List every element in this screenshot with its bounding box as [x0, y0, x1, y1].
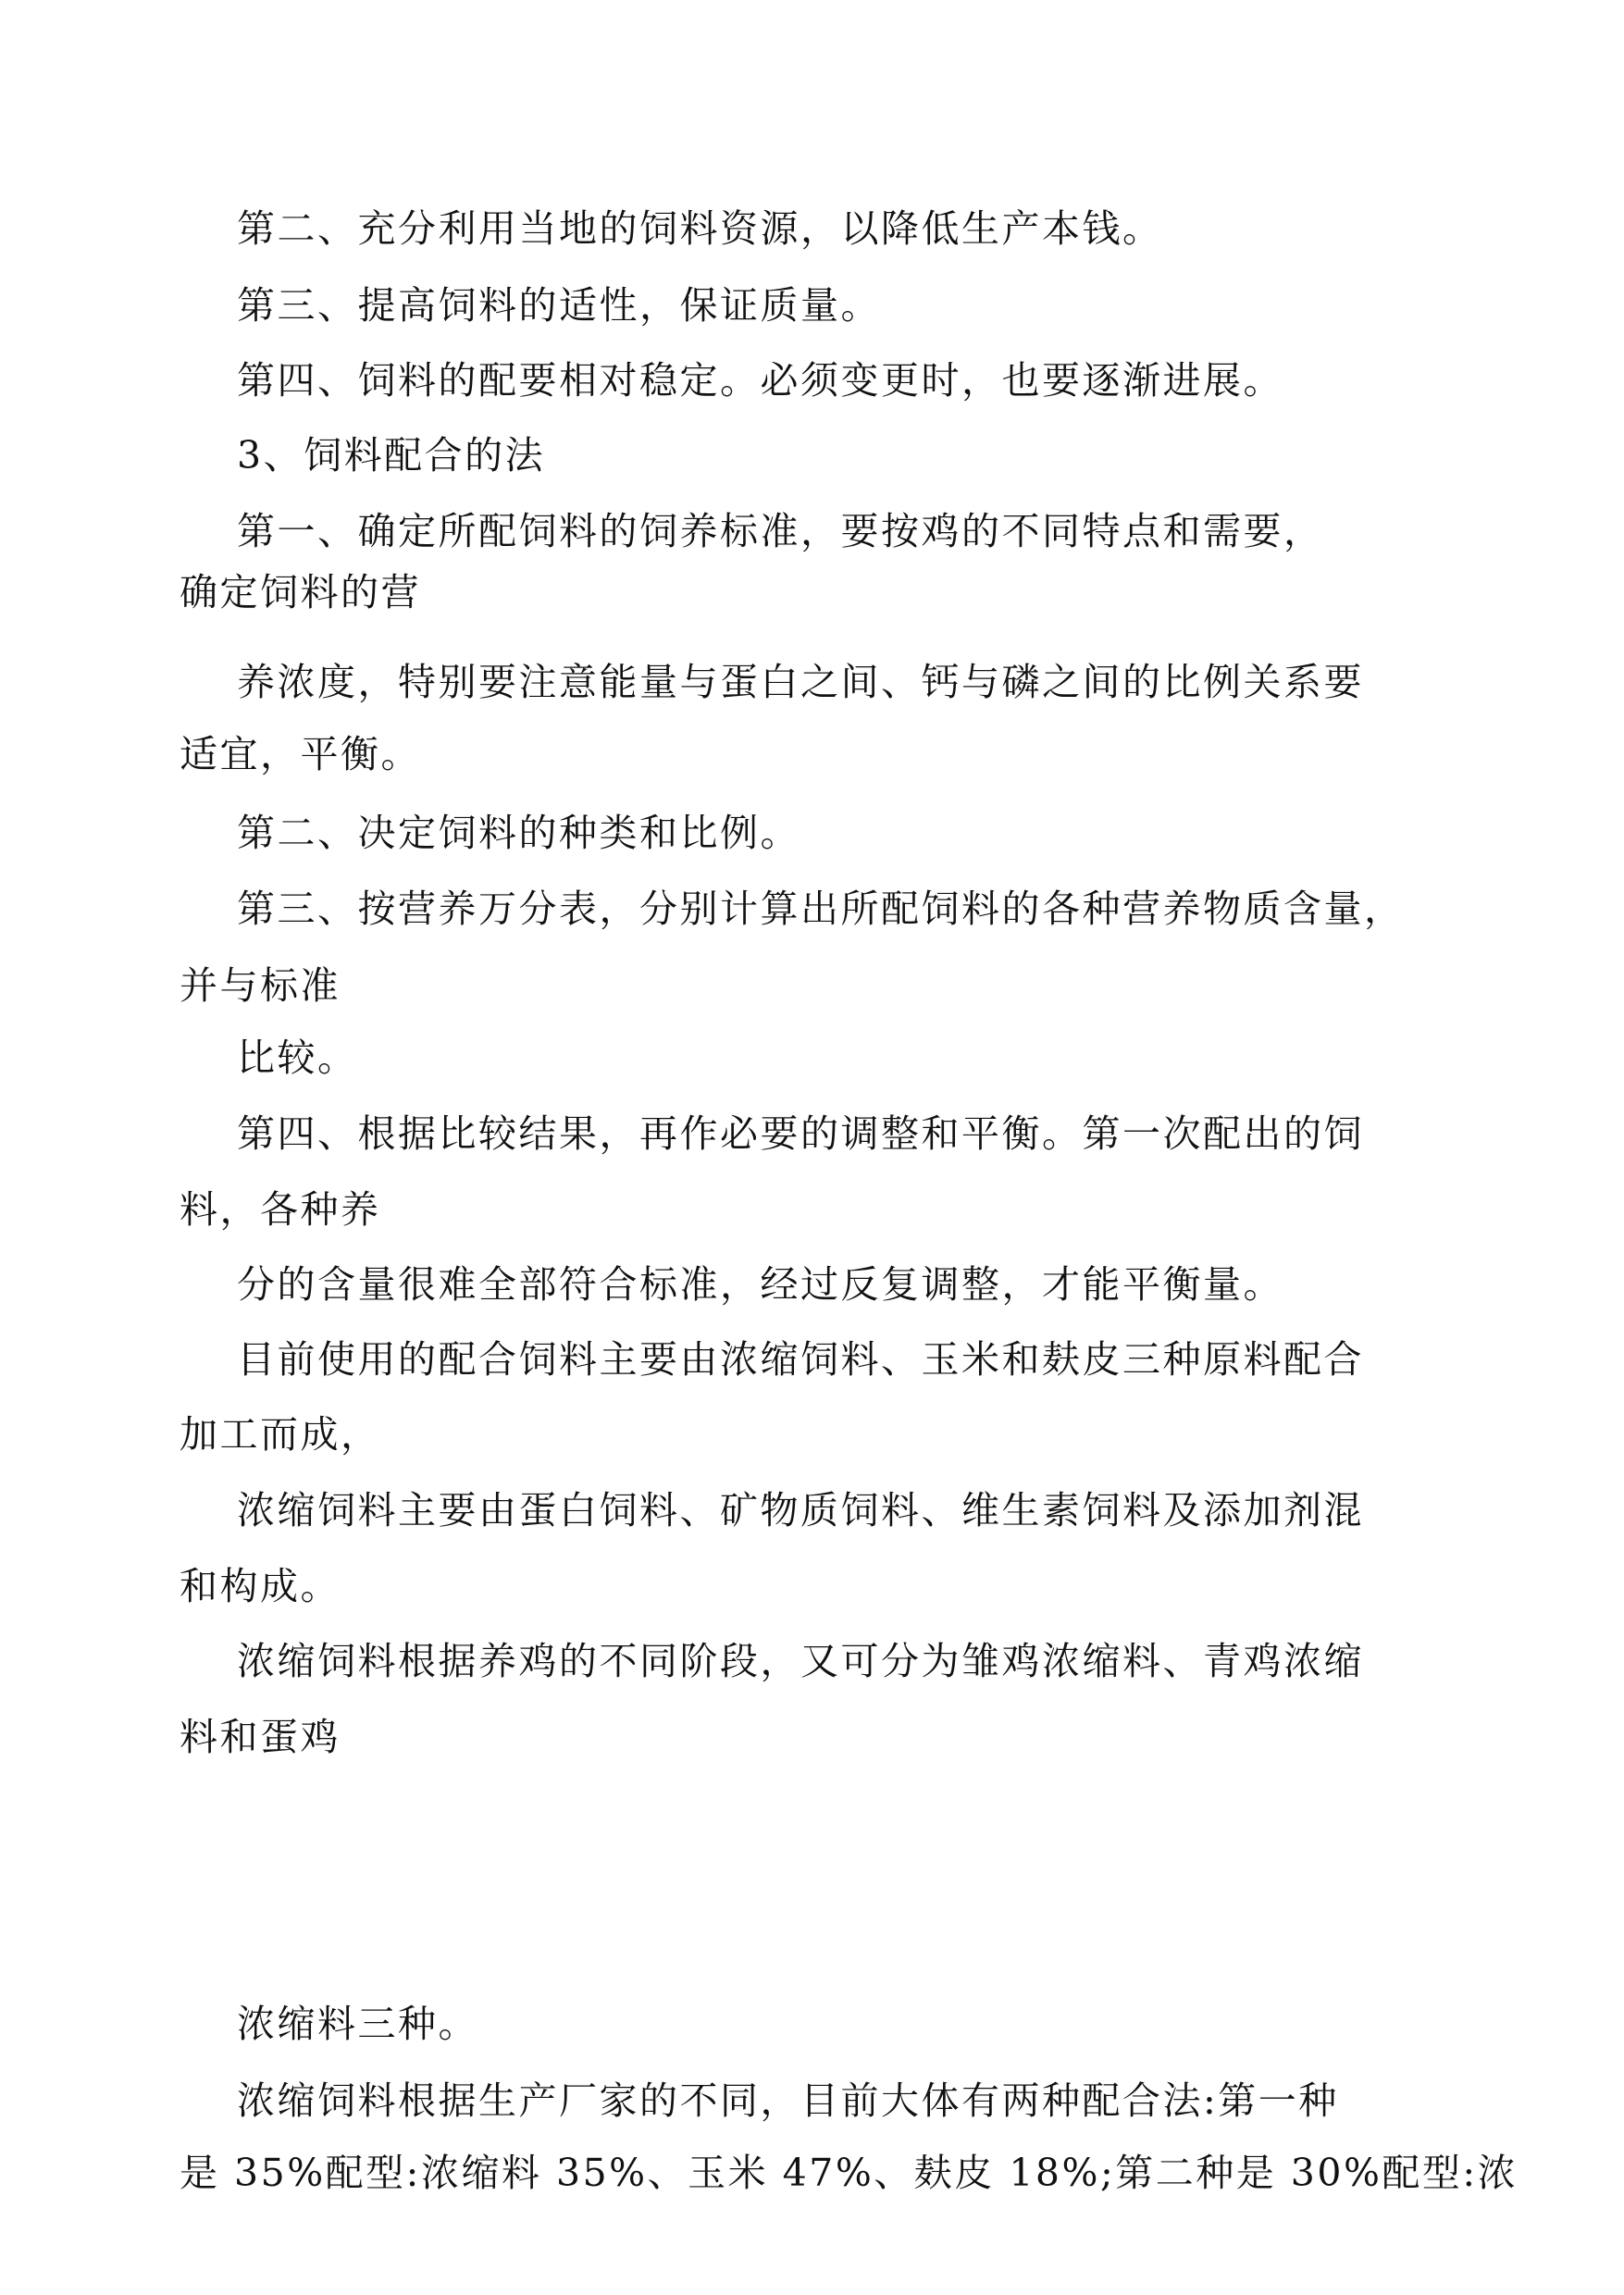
paragraph-line: 浓缩饲料根据养鸡的不同阶段，又可分为雏鸡浓缩料、青鸡浓缩 — [237, 1639, 1364, 1683]
paragraph-line: 和构成。 — [180, 1564, 341, 1608]
paragraph-line: 料和蛋鸡 — [180, 1715, 341, 1759]
paragraph-line: 目前使用的配合饲料主要由浓缩饲料、玉米和麸皮三种原料配合 — [237, 1337, 1364, 1382]
paragraph-line: 确定饲料的营 — [180, 570, 421, 614]
paragraph-line: 养浓度，特别要注意能量与蛋白之间、钙与磷之间的比例关系要 — [237, 660, 1364, 704]
paragraph-line: 浓缩料三种。 — [237, 2002, 478, 2046]
paragraph-line: 浓缩饲料根据生产厂家的不同，目前大体有两种配合法:第一种 — [237, 2078, 1339, 2123]
paragraph-line: 第二、充分利用当地的饲料资源，以降低生产本钱。 — [237, 206, 1163, 251]
paragraph-line: 加工而成， — [180, 1412, 381, 1457]
paragraph-line: 第三、提高饲料的适性，保证质量。 — [237, 283, 881, 328]
paragraph-line: 第三、按营养万分表，分别计算出所配饲料的各种营养物质含量， — [237, 887, 1405, 931]
paragraph-line: 浓缩饲料主要由蛋白饲料、矿物质饲料、维生素饲料及添加剂混 — [237, 1488, 1364, 1532]
paragraph-line: 第四、根据比较结果，再作必要的调整和平衡。第一次配出的饲 — [237, 1111, 1364, 1156]
paragraph-line: 比较。 — [237, 1036, 358, 1080]
paragraph-line: 是 35%配型:浓缩料 35%、玉米 47%、麸皮 18%;第二种是 30%配型:浓 — [180, 2151, 1519, 2195]
paragraph-line: 第一、确定所配饲料的饲养标准，要按鸡的不同特点和需要， — [237, 509, 1324, 553]
paragraph-line: 并与标准 — [180, 963, 341, 1008]
paragraph-line: 第四、饲料的配要相对稳定。必须变更时，也要逐渐进展。 — [237, 358, 1283, 403]
section-heading: 3、饲料配合的法 — [237, 433, 546, 478]
paragraph-line: 料，各种养 — [180, 1187, 381, 1232]
paragraph-line: 第二、决定饲料的种类和比例。 — [237, 811, 800, 855]
paragraph-line: 分的含量很难全部符合标准，经过反复调整，才能平衡量。 — [237, 1262, 1283, 1307]
paragraph-line: 适宜，平衡。 — [180, 732, 421, 776]
